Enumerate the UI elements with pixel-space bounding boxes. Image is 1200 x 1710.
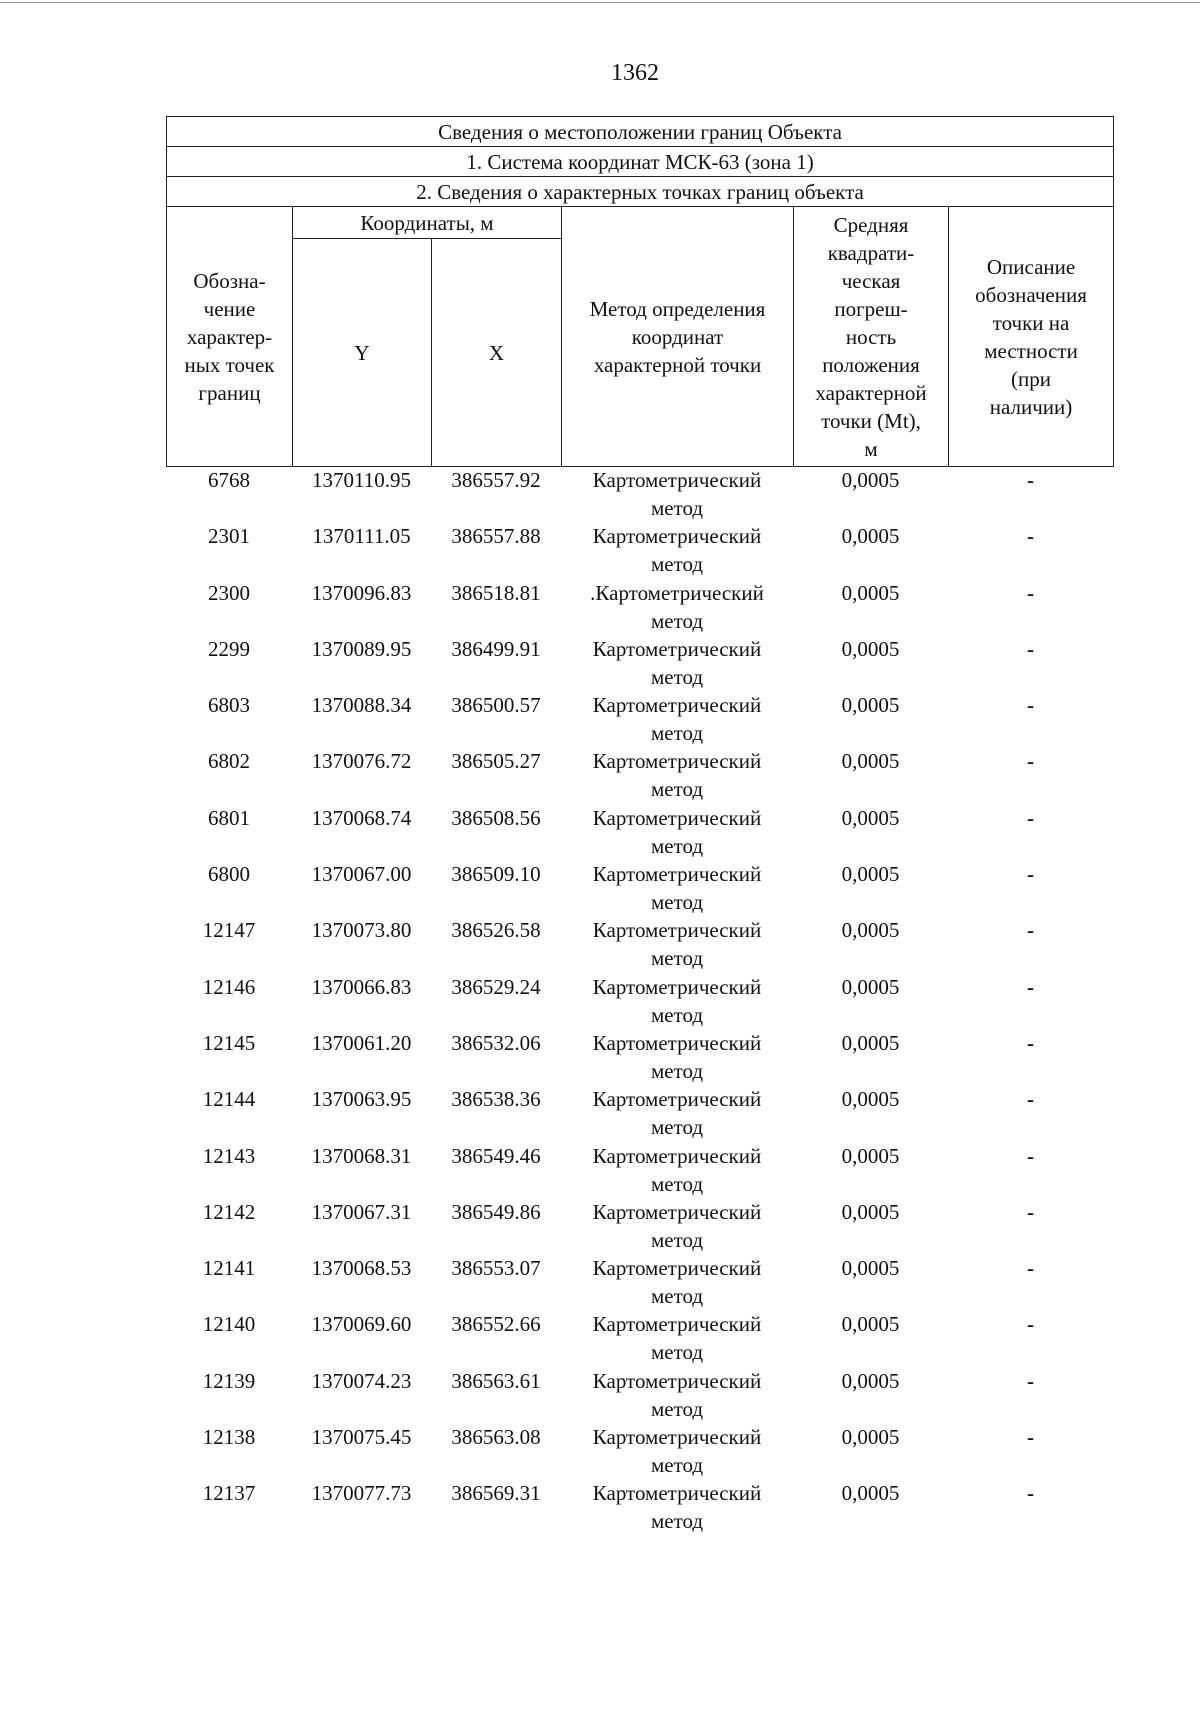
coordinate-y-cell: 1370061.20 [311,1030,412,1055]
method-cell [561,1254,793,1310]
description-cell: - [1027,524,1034,549]
coordinate-x-cell: 386553.07 [451,1256,541,1281]
table-row [166,1423,1113,1479]
header-line: чение [203,296,256,321]
column-header-description-text [949,253,1113,421]
table-row [166,1254,1113,1310]
method-line: метод [650,608,704,633]
coordinate-x-cell: 386509.10 [451,862,541,887]
table-row [166,1367,1113,1423]
page-number: 1362 [611,60,659,86]
method-line: метод [650,1453,704,1478]
header-line: координат [631,324,724,349]
point-id-cell: 6801 [208,805,250,830]
description-cell: - [1027,749,1034,774]
coordinate-x-cell: 386538.36 [451,1087,541,1112]
error-cell: 0,0005 [841,805,900,830]
coordinate-y-cell: 1370076.72 [311,749,412,774]
table-header [166,116,1114,467]
error-cell: 0,0005 [841,524,900,549]
point-id-cell: 12137 [202,1481,256,1506]
error-cell: 0,0005 [841,974,900,999]
method-cell [561,1367,793,1423]
method-line: метод [650,890,704,915]
header-line: точки (Mt), [821,408,921,433]
description-cell: - [1027,805,1034,830]
description-cell: - [1027,1256,1034,1281]
table-row [166,1310,1113,1366]
description-cell: - [1027,580,1034,605]
method-line: Картометрический [592,693,762,718]
coordinate-y-cell: 1370089.95 [311,636,412,661]
method-line: Картометрический [592,636,762,661]
table-title: Сведения о местоположении границ Объекта [167,117,1114,147]
table-row [166,466,1113,522]
method-line: Картометрический [592,524,762,549]
header-line: характер- [186,324,273,349]
coordinate-y-cell: 1370110.95 [312,468,411,492]
error-cell: 0,0005 [841,1199,900,1224]
point-id-cell: 12139 [202,1368,256,1393]
method-line: метод [650,1340,704,1365]
description-cell: - [1027,693,1034,718]
coordinate-y-cell: 1370096.83 [311,580,412,605]
header-line: ность [845,324,897,349]
coordinate-x-cell: 386500.57 [451,693,541,718]
point-id-cell: 12138 [202,1425,256,1450]
table-row [166,1085,1113,1141]
error-cell: 0,0005 [841,693,900,718]
method-cell [561,691,793,747]
method-line: Картометрический [592,1425,762,1450]
method-line: метод [650,664,704,689]
coordinate-system-caption: 1. Система координат МСК-63 (зона 1) [167,147,1114,177]
method-line: метод [650,777,704,802]
header-line: местности [984,338,1078,363]
point-id-cell: 12144 [202,1087,256,1112]
method-line: Картометрический [592,1256,762,1281]
method-cell [561,635,793,691]
header-line: Средняя [833,212,909,237]
method-cell [561,1142,793,1198]
coordinate-y-cell: 1370068.74 [311,805,412,830]
point-id-cell: 2301 [208,524,250,549]
description-cell: - [1027,862,1034,887]
description-cell: - [1027,468,1034,492]
header-line: точки на [992,310,1070,335]
point-id-cell: 12147 [202,918,256,943]
header-line: Метод определения [589,296,766,321]
method-cell [561,1198,793,1254]
point-id-cell: 12141 [202,1256,256,1281]
coordinate-x-cell: 386518.81 [451,580,541,605]
header-line: ных точек [184,352,275,377]
error-cell: 0,0005 [841,1087,900,1112]
error-cell: 0,0005 [841,580,900,605]
header-line: Описание [986,254,1076,279]
error-cell: 0,0005 [841,1143,900,1168]
method-line: Картометрический [592,1030,762,1055]
coordinate-y-cell: 1370077.73 [311,1481,412,1506]
coordinate-x-cell: 386569.31 [451,1481,541,1506]
coordinate-x-cell: 386563.08 [451,1425,541,1450]
error-cell: 0,0005 [841,1368,900,1393]
coordinate-x-cell: 386557.92 [451,468,541,492]
method-line: метод [650,833,704,858]
method-line: Картометрический [592,468,762,492]
method-line: метод [650,1284,704,1309]
method-line: Картометрический [592,862,762,887]
method-cell [561,860,793,916]
table-row [166,1142,1113,1198]
coordinate-y-cell: 1370068.31 [311,1143,412,1168]
description-cell: - [1027,1143,1034,1168]
column-header-y: Y [293,239,432,467]
method-line: метод [650,552,704,577]
description-cell: - [1027,1481,1034,1506]
description-cell: - [1027,636,1034,661]
point-id-cell: 12140 [202,1312,256,1337]
coordinate-x-cell: 386505.27 [451,749,541,774]
method-line: метод [650,1227,704,1252]
error-cell: 0,0005 [841,1425,900,1450]
method-line: Картометрический [592,1143,762,1168]
column-header-point-id-text [167,267,292,407]
table-row [166,747,1113,803]
table-row [166,1198,1113,1254]
point-id-cell: 12146 [202,974,256,999]
column-header-point-id [167,207,293,467]
method-cell [561,747,793,803]
coordinate-x-cell: 386563.61 [451,1368,541,1393]
header-line: м [864,436,878,461]
description-cell: - [1027,1030,1034,1055]
error-cell: 0,0005 [841,1481,900,1506]
header-line: характерной [815,380,927,405]
coordinate-x-cell: 386557.88 [451,524,541,549]
column-header-coordinates: Координаты, м [293,207,562,239]
error-cell: 0,0005 [841,749,900,774]
table-row [166,1479,1113,1535]
point-id-cell: 2299 [208,636,250,661]
method-line: Картометрический [592,805,762,830]
method-cell [561,1085,793,1141]
method-line: Картометрический [592,749,762,774]
coordinate-y-cell: 1370069.60 [311,1312,412,1337]
method-line: Картометрический [592,918,762,943]
error-cell: 0,0005 [841,636,900,661]
error-cell: 0,0005 [841,862,900,887]
point-id-cell: 6803 [208,693,250,718]
error-cell: 0,0005 [841,468,900,492]
method-cell [561,522,793,578]
description-cell: - [1027,1425,1034,1450]
method-cell [561,973,793,1029]
header-line: обозначения [975,282,1087,307]
point-id-cell: 6800 [208,862,250,887]
coordinate-x-cell: 386526.58 [451,918,541,943]
section-caption: 2. Сведения о характерных точках границ объекта [167,177,1114,207]
error-cell: 0,0005 [841,918,900,943]
coordinate-y-cell: 1370067.31 [311,1199,412,1224]
method-line: метод [650,1115,704,1140]
method-line: метод [650,1171,704,1196]
header-line: границ [198,380,261,405]
method-line: метод [650,1509,704,1534]
method-line: Картометрический [592,1368,762,1393]
point-id-cell: 6802 [208,749,250,774]
column-header-method-text [562,295,793,379]
header-line: наличии) [989,394,1073,419]
method-line: метод [650,946,704,971]
error-cell: 0,0005 [841,1256,900,1281]
coordinate-x-cell: 386532.06 [451,1030,541,1055]
table-body [166,466,1113,1536]
method-cell [561,1029,793,1085]
method-cell [561,1310,793,1366]
coordinate-x-cell: 386549.86 [451,1199,541,1224]
method-cell [561,916,793,972]
description-cell: - [1027,1368,1034,1393]
table-row [166,635,1113,691]
point-id-cell: 6768 [208,468,250,492]
description-cell: - [1027,974,1034,999]
table-row [166,691,1113,747]
method-line: Картометрический [592,1481,762,1506]
coordinate-y-cell: 1370073.80 [311,918,412,943]
method-cell [561,1479,793,1535]
header-line: погреш- [834,296,908,321]
coordinate-x-cell: 386508.56 [451,805,541,830]
method-cell [561,804,793,860]
table-row [166,973,1113,1029]
column-header-x: X [432,239,562,467]
column-header-method [562,207,794,467]
table-row [166,579,1113,635]
table-row [166,916,1113,972]
header-line: (при [1011,366,1052,391]
coordinate-x-cell: 386499.91 [451,636,541,661]
header-line: Обозна- [193,268,266,293]
coordinate-x-cell: 386529.24 [451,974,541,999]
column-header-description [949,207,1114,467]
coordinate-y-cell: 1370075.45 [311,1425,412,1450]
method-cell [561,466,793,522]
description-cell: - [1027,918,1034,943]
method-line: метод [650,1396,704,1421]
coordinate-y-cell: 1370066.83 [311,974,412,999]
method-line: метод [650,1058,704,1083]
method-line: метод [650,1002,704,1027]
header-line: характерной точки [593,352,762,377]
top-border-line [0,2,1200,3]
table-row [166,522,1113,578]
coordinate-y-cell: 1370074.23 [311,1368,412,1393]
description-cell: - [1027,1087,1034,1112]
header-line: положения [822,352,920,377]
column-header-error-text [794,211,948,463]
error-cell: 0,0005 [841,1312,900,1337]
point-id-cell: 12142 [202,1199,256,1224]
coordinate-y-cell: 1370111.05 [312,524,411,549]
coordinate-y-cell: 1370068.53 [311,1256,412,1281]
coordinate-x-cell: 386549.46 [451,1143,541,1168]
method-line: Картометрический [592,1312,762,1337]
method-cell [561,579,793,635]
coordinate-y-cell: 1370088.34 [311,693,412,718]
header-line: квадрати- [827,240,915,265]
table-row [166,860,1113,916]
table-row [166,804,1113,860]
point-id-cell: 12145 [202,1030,256,1055]
method-line: метод [650,496,704,520]
point-id-cell: 12143 [202,1143,256,1168]
coordinate-x-cell: 386552.66 [451,1312,541,1337]
coordinate-y-cell: 1370063.95 [311,1087,412,1112]
coordinate-y-cell: 1370067.00 [311,862,412,887]
method-cell [561,1423,793,1479]
column-header-error [794,207,949,467]
error-cell: 0,0005 [841,1030,900,1055]
method-line: .Картометрический [590,580,764,605]
method-line: Картометрический [592,1199,762,1224]
point-id-cell: 2300 [208,580,250,605]
method-line: Картометрический [592,1087,762,1112]
table-row [166,1029,1113,1085]
description-cell: - [1027,1199,1034,1224]
method-line: метод [650,721,704,746]
method-line: Картометрический [592,974,762,999]
description-cell: - [1027,1312,1034,1337]
header-line: ческая [841,268,901,293]
